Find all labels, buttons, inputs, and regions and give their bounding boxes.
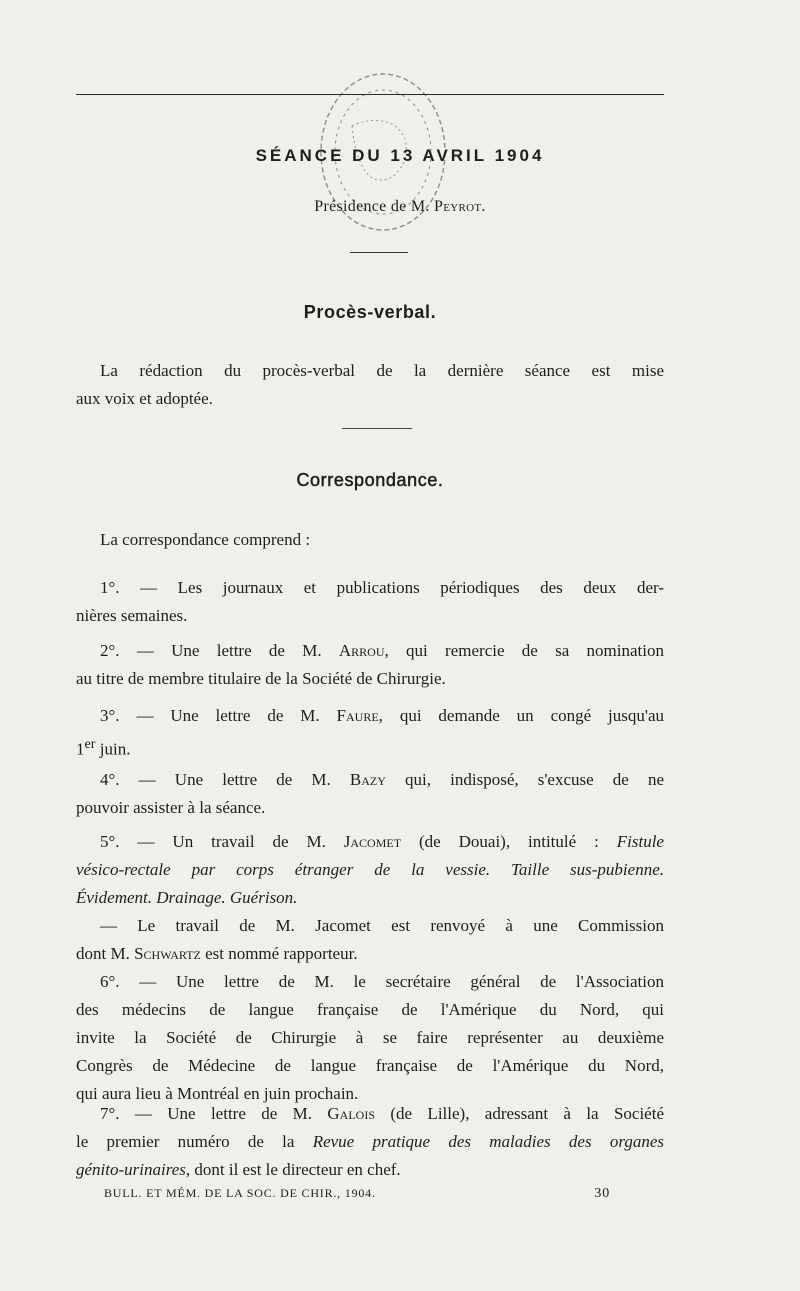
text-line — [76, 940, 664, 968]
journal-citation: BULL. ET MÉM. DE LA SOC. DE CHIR., 1904. — [104, 1186, 376, 1200]
item-1 — [76, 574, 664, 630]
item-2 — [76, 637, 664, 693]
text-line: qui aura lieu à Montréal en juin prochain. — [76, 1084, 359, 1103]
text-line — [76, 766, 664, 794]
text-line: des médecins de langue française de l'Amérique du Nord, qui — [76, 1000, 664, 1019]
text-segment: qui, indisposé, s'excuse de ne — [385, 770, 665, 789]
correspondance-heading: Correspondance. — [296, 470, 444, 490]
text-line: La correspondance comprend : — [100, 530, 311, 549]
title-italic: génito-urinaires — [76, 1160, 186, 1179]
session-title: SÉANCE DU 13 AVRIL 1904 — [255, 146, 545, 165]
item-3 — [76, 702, 664, 764]
text-segment: , qui remercie de sa nomination — [384, 641, 664, 660]
item-5 — [76, 828, 664, 968]
text-line: 1°. — Les journaux et publications périodiques des deux der- — [100, 578, 664, 597]
text-segment: 2°. — Une lettre de M. — [100, 641, 339, 660]
text-line: Congrès de Médecine de langue française de l'Amérique du Nord, — [76, 1056, 664, 1075]
text-line: aux voix et adoptée. — [76, 389, 213, 408]
text-line: au titre de membre titulaire de la Société de Chirurgie. — [76, 669, 446, 688]
presidency-suffix: . — [481, 198, 486, 215]
text-line: Évidement. Drainage. Guérison. — [76, 888, 298, 907]
text-segment: (de Douai), intitulé : — [401, 832, 617, 851]
text-line — [76, 702, 664, 730]
text-segment: , qui demande un congé jusqu'au — [378, 706, 664, 725]
text-line — [76, 730, 664, 764]
text-line: — Le travail de M. Jacomet est renvoyé à une Commission — [100, 916, 664, 935]
text-segment: , dont il est le directeur en chef. — [185, 1160, 401, 1179]
person-name: Arrou — [338, 641, 385, 660]
correspondance-intro — [76, 526, 664, 554]
text-line: La rédaction du procès-verbal de la dernière séance est mise — [100, 361, 664, 380]
text-segment: 3°. — Une lettre de M. — [100, 706, 337, 725]
presidency-prefix: Présidence de M. — [314, 198, 435, 215]
text-line — [76, 1100, 664, 1128]
text-line: 6°. — Une lettre de M. le secrétaire général de l'Association — [100, 972, 664, 991]
person-name: Faure — [336, 706, 379, 725]
text-segment: 5°. — Un travail de M. — [100, 832, 344, 851]
item-4 — [76, 766, 664, 822]
text-segment: 1 — [76, 739, 85, 759]
title-italic: Fistule — [616, 832, 664, 851]
text-line — [76, 637, 664, 665]
presidency-line — [0, 198, 800, 216]
separator-rule — [350, 252, 408, 253]
superscript: er — [84, 736, 96, 752]
text-line: pouvoir assister à la séance. — [76, 798, 266, 817]
proces-verbal-paragraph — [76, 357, 664, 413]
page-number: 30 — [594, 1186, 610, 1201]
item-7 — [76, 1100, 664, 1184]
text-segment: le premier numéro de la — [76, 1132, 313, 1151]
text-segment: 4°. — Une lettre de M. — [100, 770, 350, 789]
text-segment: dont M. — [76, 944, 135, 963]
text-line: vésico-rectale par corps étranger de la vessie. Taille sus-pubienne. — [76, 860, 664, 879]
proces-verbal-heading: Procès-verbal. — [303, 302, 437, 322]
item-6 — [76, 968, 664, 1108]
title-italic: Revue pratique des maladies des organes — [312, 1132, 665, 1151]
person-name: Schwartz — [134, 944, 201, 963]
text-line: invite la Société de Chirurgie à se faire représenter au deuxième — [76, 1028, 664, 1047]
person-name: Bazy — [349, 770, 386, 789]
text-segment: est nommé rapporteur. — [200, 944, 358, 963]
president-name: Peyrot — [434, 198, 482, 215]
text-segment: (de Lille), adressant à la Société — [375, 1104, 664, 1123]
page-footer — [104, 1186, 610, 1201]
text-line — [76, 828, 664, 856]
text-line: nières semaines. — [76, 606, 188, 625]
text-segment: juin. — [95, 739, 131, 759]
text-line — [76, 1128, 664, 1156]
text-segment: 7°. — Une lettre de M. — [100, 1104, 328, 1123]
person-name: Galois — [327, 1104, 375, 1123]
person-name: Jacomet — [343, 832, 402, 851]
text-line — [76, 1156, 664, 1184]
separator-rule — [342, 428, 412, 429]
